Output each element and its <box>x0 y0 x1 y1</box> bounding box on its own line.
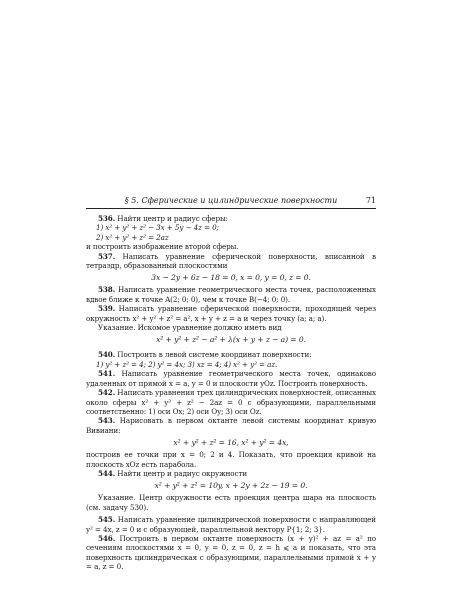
section-title: § 5. Сферические и цилиндрические поверхности <box>124 196 338 205</box>
equation: x² + y² + z² − a² + λ(x + y + z − a) = 0. <box>156 335 306 345</box>
problem-538: 538. Написать уравнение геометрического места точек, расположенных вдвое ближе к точке A(2; 0; 0), чем к точке B(−4; 0; 0). <box>86 285 376 304</box>
problem-text <box>86 214 376 572</box>
problem-536: 536. Найти центр и радиус сферы: <box>98 214 228 223</box>
problem-537: 537. Написать уравнение сферической поверхности, вписанной в тетраэдр, образованный плоскостями <box>86 251 376 271</box>
problem-543: 543. Нарисовать в первом октанте левой системы координат кривую Вивиани: <box>86 416 376 435</box>
equation: x² + y² + z² = 10y, x + 2y + 2z − 19 = 0. <box>154 481 308 491</box>
sphere-2: 2) x² + y² + z² = 2az <box>96 232 169 242</box>
equation: x² + y² + z² = 16, x² + y² = 4x, <box>173 438 289 448</box>
problem-546: 546. Построить в первом октанте поверхность (x + y)² + az = a² по сечениям плоскостями x = 0, y = 0, z = 0, z = h ⩽ a и показать, что эта поверхность цилиндрическая с образующими, параллельными прямой x + y = a, z = 0. <box>86 533 376 572</box>
surface-list: 1) y² + z² = 4; 2) y² = 4x; 3) xz = 4; 4) x² + y² = az. <box>96 359 278 369</box>
sphere-1: 1) x² + y² + z² − 3x + 5y − 4z = 0; <box>96 223 219 233</box>
running-header <box>86 196 376 209</box>
problem-541: 541. Написать уравнение геометрического места точек, одинаково удаленных от прямой x = a, y = 0 и плоскости yOz. Построить поверхность. <box>86 369 376 388</box>
text-line: построив ее точки при x = 0; 2 и 4. Показать, что проекция кривой на плоскость xOz есть парабола. <box>86 450 376 469</box>
equation: 3x − 2y + 6z − 18 = 0, x = 0, y = 0, z = 0. <box>151 273 311 283</box>
problem-545: 545. Написать уравнение цилиндрической поверхности с направляющей y² = 4x, z = 0 и с образующей, параллельной вектору P{1; 2; 3}. <box>86 515 376 534</box>
problem-542: 542. Написать уравнения трех цилиндрических поверхностей, описанных около сферы x² + y² + z² − 2az = 0 с образующими, параллельными соответственно: 1) оси Ox; 2) оси Oy; 3) оси Oz. <box>86 388 376 416</box>
page-number: 71 <box>365 196 376 205</box>
hint: Указание. Центр окружности есть проекция центра шара на плоскость (см. задачу 530). <box>86 493 376 512</box>
problem-539: 539. Написать уравнение сферической поверхности, проходящей через окружность x² + y² + z² = a², x + y + z = a и через точку (a; a; a). <box>86 304 376 323</box>
problem-540: 540. Построить в левой системе координат поверхности: <box>98 350 312 360</box>
text-line: и построить изображение второй сферы. <box>86 242 239 252</box>
problem-544: 544. Найти центр и радиус окружности <box>98 468 248 478</box>
hint: Указание. Искомое уравнение должно иметь вид <box>98 323 282 333</box>
